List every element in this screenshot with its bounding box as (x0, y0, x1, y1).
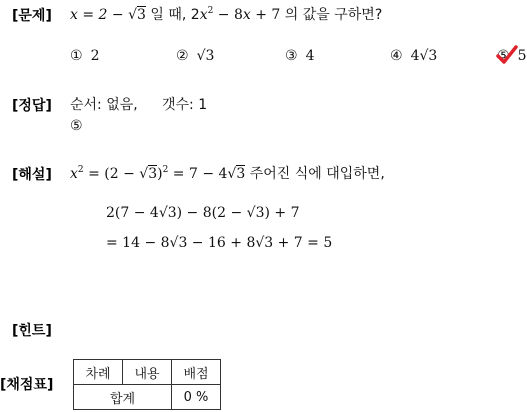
hint-label: [힌트] (12, 323, 52, 339)
answer-circled: ⑤ (70, 118, 83, 134)
scoring-total-row (74, 385, 221, 410)
problem-poly-tail: − 8 (213, 7, 243, 23)
scoring-total-label: 합계 (74, 385, 172, 410)
scoring-header-order: 차례 (74, 360, 123, 385)
scoring-header-row (74, 360, 221, 385)
choice-2-value: √3 (196, 48, 215, 64)
choice-1[interactable]: ① 2 (70, 48, 100, 64)
answer-count: 갯수: 1 (162, 97, 208, 113)
choice-3[interactable]: ③ 4 (285, 48, 315, 64)
explanation-line1: $x^2 = (2 - √3)^2 = 7 - 4√3$ 주어진 식에 대입하면, (70, 165, 385, 182)
problem-poly-tail2: + 7 (250, 7, 281, 23)
choice-4[interactable]: ④ 4√3 (390, 48, 438, 64)
problem-label: [문제] (12, 8, 52, 24)
choice-5-value: 5 (517, 48, 527, 64)
choice-2[interactable]: ② √3 (176, 48, 215, 64)
selected-check-icon (496, 44, 518, 66)
explanation-label: [해설] (12, 167, 52, 183)
problem-suffix: 의 값을 구하면? (280, 7, 383, 23)
problem-mid: 일 때, 2 (145, 7, 200, 23)
scoring-header-points: 배점 (172, 360, 221, 385)
problem-lhs: x = 2 − (70, 7, 129, 23)
choice-3-value: 4 (305, 48, 315, 64)
scoring-table (73, 359, 221, 410)
scoring-label: [채점표] (0, 377, 54, 393)
scoring-header-content: 내용 (123, 360, 172, 385)
answer-label: [정답] (12, 98, 52, 114)
choice-4-value: 4√3 (410, 48, 438, 64)
problem-text: x = 2 − √3 일 때, $2x^2 - 8x + 7$ 의 값을 구하면? (70, 6, 383, 23)
choice-5[interactable]: ⑤ 5 (497, 48, 527, 64)
explanation-line3: = 14 − 8√3 − 16 + 8√3 + 7 = 5 (106, 235, 333, 251)
scoring-total-value: 0 % (172, 385, 221, 410)
problem-sqrt-arg: 3 (137, 7, 146, 23)
choice-1-value: 2 (90, 48, 100, 64)
answer-order: 순서: 없음, (70, 97, 138, 113)
explanation-line2: 2(7 − 4√3) − 8(2 − √3) + 7 (106, 205, 300, 221)
